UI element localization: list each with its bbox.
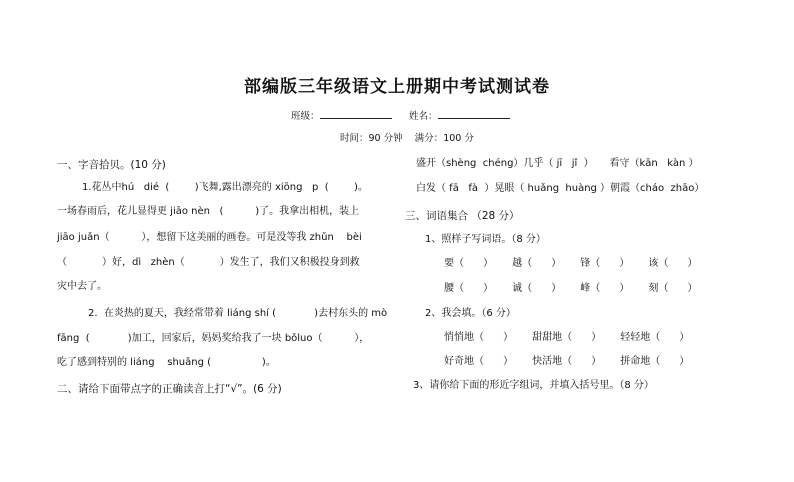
class-blank [320,117,392,119]
q2-line-2: fāng ( )加工，回家后，妈妈奖给我了一块 bǒluo（ ）， [57,333,370,344]
q3-2-row-1: 悄悄地（ ） 甜甜地（ ） 轻轻地（ ） [444,332,690,343]
time-line: 时间：90 分钟 满分：100 分 [340,133,474,144]
q2-line-3: 吃了感到特别的 liáng shuǎng ( )。 [57,357,276,368]
q1-line-1: 1.花丛中hú dié ( )飞舞,露出漂亮的 xiōng p ( )。 [82,182,368,193]
pinyin-line-2: 白发（ fā fà ）晃眼（ huǎng huàng ）朝霞（cháo zhāo） [416,183,705,194]
q1-line-3: jiāo juǎn（ ），想留下这美丽的画卷。可是没等我 zhǔn bèi [57,232,362,243]
class-label [291,108,392,122]
q3-2-heading: 2、我会填。（6 分） [425,308,516,319]
q3-1-row-1: 要（ ） 越（ ） 锋（ ） 该（ ） [444,258,698,269]
name-blank [438,117,510,119]
q1-line-4: （ ）好，dì zhèn（ ）发生了，我们又积极投身到救 [57,257,360,268]
q3-1-heading: 1、照样子写词语。（8 分） [425,234,546,245]
section-3-heading: 三、词语集合 （28 分） [405,210,520,222]
q3-2-row-2: 好奇地（ ） 快活地（ ） 拼命地（ ） [444,356,690,367]
exam-title: 部编版三年级语文上册期中考试测试卷 [244,77,550,97]
pinyin-line-1: 盛开（shèng chéng）几乎（ jī jǐ ） 看守（kān kàn ） [416,158,699,169]
q3-1-row-2: 腰（ ） 诚（ ） 峰（ ） 刻（ ） [444,283,698,294]
section-2-heading: 二、请给下面带点字的正确读音上打“√”。(6 分) [57,383,282,395]
class-label-text: 班级： [291,111,320,122]
q3-3-heading: 3、请你给下面的形近字组词，并填入括号里。（8 分） [413,380,654,391]
name-label-text: 姓名： [409,111,438,122]
name-label [409,108,510,122]
q1-line-2: 一场春雨后，花儿显得更 jiāo nèn ( )了。我拿出相机，装上 [57,206,360,217]
q2-line-1: 2. 在炎热的夏天，我经常带着 liáng shí ( )去村东头的 mò [88,308,388,319]
section-1-heading: 一、字音拾贝。(10 分) [57,159,166,171]
q1-line-5: 灾中去了。 [57,281,107,292]
